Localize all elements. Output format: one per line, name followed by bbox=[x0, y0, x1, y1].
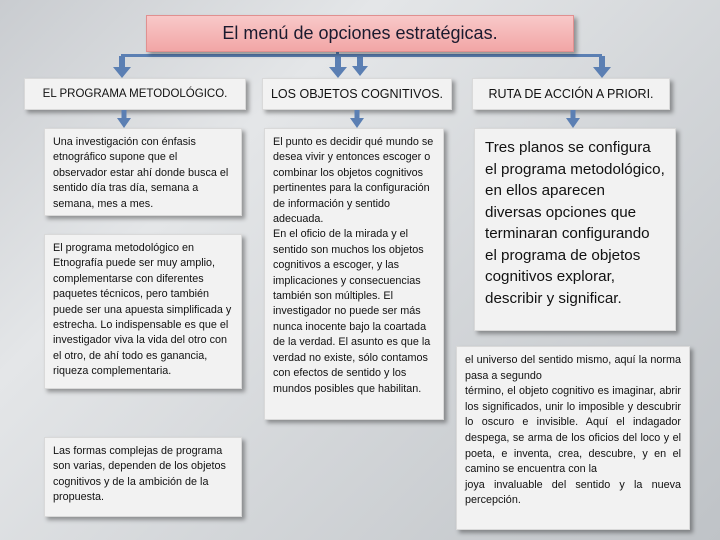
text-box-tres-planos: Tres planos se configura el programa metodológico, en ellos aparecen diversas opciones que terminaran configurando el programa de objetos cognitivos explorar, describir y significar. bbox=[474, 128, 676, 331]
arrow-down-icon bbox=[350, 110, 364, 128]
heading-objetos-cognitivos: LOS OBJETOS COGNITIVOS. bbox=[262, 78, 452, 110]
arrow-down-icon bbox=[329, 56, 347, 78]
heading-programa-metodologico: EL PROGRAMA METODOLÓGICO. bbox=[24, 78, 246, 110]
arrow-down-icon bbox=[117, 110, 131, 128]
arrow-down-icon bbox=[566, 110, 580, 128]
arrow-down-icon bbox=[352, 56, 368, 76]
arrow-down-icon bbox=[113, 56, 131, 78]
diagram-title: El menú de opciones estratégicas. bbox=[146, 15, 574, 52]
text-box-objetos-cognitivos: El punto es decidir qué mundo se desea vivir y entonces escoger o combinar los objetos cognitivos pertinentes para la configuración de información y sentido adecuada. En el oficio de la mirada y el sentido son muchos los objetos cognitivos a escoger, y las implicaciones y consecuencias también son múltiples. El investigador no puede ser más nunca inocente bajo la coartada de la verdad. El asunto es que la verdad no existe, sólo contamos con efectos de sentido y los mundos posibles que habilitan. bbox=[264, 128, 444, 420]
text-box-enfasis-etnografico: Una investigación con énfasis etnográfico supone que el observador estar ahí donde busca el sentido día tras día, semana a semana, mes a mes. bbox=[44, 128, 242, 216]
heading-ruta-de-accion: RUTA DE ACCIÓN A PRIORI. bbox=[472, 78, 670, 110]
text-box-programa-amplio: El programa metodológico en Etnografía puede ser muy amplio, complementarse con diferentes paquetes técnicos, pero también puede ser una apuesta simplificada y estrecha. Lo indispensable es que el investigador viva la vida del otro con el otro, de ahí todo es ganancia, riqueza complementaria. bbox=[44, 234, 242, 389]
text-box-formas-complejas: Las formas complejas de programa son varias, dependen de los objetos cognitivos y de la ambición de la propuesta. bbox=[44, 437, 242, 517]
text-box-universo-del-sentido: el universo del sentido mismo, aquí la norma pasa a segundo término, el objeto cognitivo es imaginar, abrir los significados, unir lo imposible y descubrir lo oscuro e invisible. Aquí el indagador despega, se arma de los oficios del loco y el poeta, e inventa, crea, descubre, y en el camino se encuentra con la joya invaluable del sentido y la nueva percepción. bbox=[456, 346, 690, 530]
arrow-down-icon bbox=[593, 56, 611, 78]
